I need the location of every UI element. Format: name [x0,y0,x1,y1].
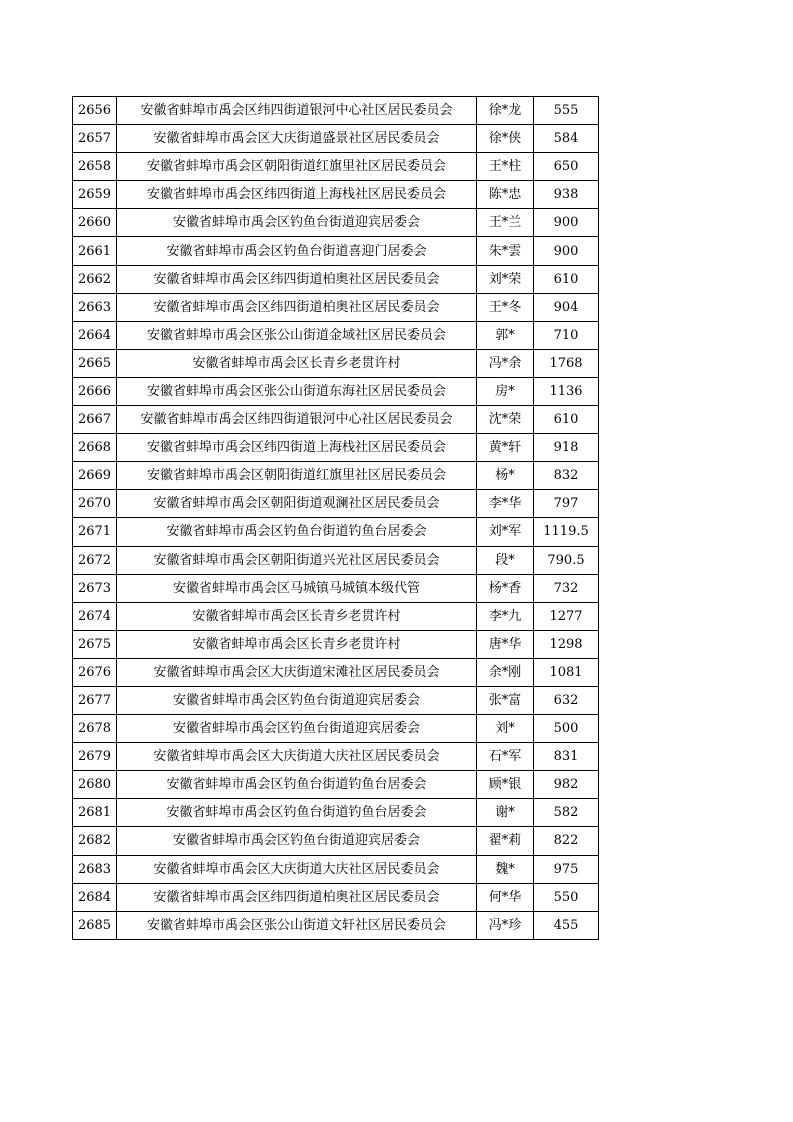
records-table-body [73,97,599,940]
amount-cell: 832 [534,462,599,490]
address-cell: 安徽省蚌埠市禹会区纬四街道柏奥社区居民委员会 [117,883,477,911]
name-cell: 沈*荣 [477,406,534,434]
row-number-cell: 2665 [73,349,117,377]
amount-cell: 1298 [534,630,599,658]
row-number-cell: 2676 [73,658,117,686]
row-number-cell: 2677 [73,686,117,714]
amount-cell: 831 [534,743,599,771]
name-cell: 魏* [477,855,534,883]
row-number-cell: 2684 [73,883,117,911]
table-row [73,911,599,939]
amount-cell: 982 [534,771,599,799]
amount-cell: 584 [534,125,599,153]
address-cell: 安徽省蚌埠市禹会区长青乡老贯许村 [117,349,477,377]
amount-cell: 790.5 [534,546,599,574]
row-number-cell: 2682 [73,827,117,855]
row-number-cell: 2685 [73,911,117,939]
address-cell: 安徽省蚌埠市禹会区大庆街道宋滩社区居民委员会 [117,658,477,686]
address-cell: 安徽省蚌埠市禹会区钓鱼台街道喜迎门居委会 [117,237,477,265]
name-cell: 郭* [477,321,534,349]
amount-cell: 632 [534,686,599,714]
table-row [73,125,599,153]
amount-cell: 797 [534,490,599,518]
name-cell: 余*刚 [477,658,534,686]
table-row [73,209,599,237]
table-row [73,715,599,743]
name-cell: 刘*荣 [477,265,534,293]
name-cell: 段* [477,546,534,574]
row-number-cell: 2680 [73,771,117,799]
row-number-cell: 2671 [73,518,117,546]
address-cell: 安徽省蚌埠市禹会区朝阳街道红旗里社区居民委员会 [117,153,477,181]
amount-cell: 455 [534,911,599,939]
row-number-cell: 2660 [73,209,117,237]
row-number-cell: 2675 [73,630,117,658]
table-row [73,546,599,574]
address-cell: 安徽省蚌埠市禹会区纬四街道银河中心社区居民委员会 [117,406,477,434]
row-number-cell: 2664 [73,321,117,349]
row-number-cell: 2678 [73,715,117,743]
name-cell: 冯*余 [477,349,534,377]
name-cell: 李*华 [477,490,534,518]
name-cell: 徐*侠 [477,125,534,153]
address-cell: 安徽省蚌埠市禹会区张公山街道东海社区居民委员会 [117,377,477,405]
amount-cell: 822 [534,827,599,855]
address-cell: 安徽省蚌埠市禹会区马城镇马城镇本级代管 [117,574,477,602]
row-number-cell: 2656 [73,97,117,125]
amount-cell: 610 [534,265,599,293]
amount-cell: 710 [534,321,599,349]
amount-cell: 1277 [534,602,599,630]
table-row [73,630,599,658]
amount-cell: 732 [534,574,599,602]
table-row [73,827,599,855]
address-cell: 安徽省蚌埠市禹会区朝阳街道红旗里社区居民委员会 [117,462,477,490]
name-cell: 王*冬 [477,293,534,321]
amount-cell: 1768 [534,349,599,377]
address-cell: 安徽省蚌埠市禹会区钓鱼台街道迎宾居委会 [117,827,477,855]
table-row [73,406,599,434]
table-row [73,434,599,462]
table-row [73,153,599,181]
table-row [73,377,599,405]
name-cell: 石*军 [477,743,534,771]
row-number-cell: 2670 [73,490,117,518]
address-cell: 安徽省蚌埠市禹会区张公山街道文轩社区居民委员会 [117,911,477,939]
name-cell: 顾*银 [477,771,534,799]
name-cell: 陈*忠 [477,181,534,209]
address-cell: 安徽省蚌埠市禹会区纬四街道柏奥社区居民委员会 [117,293,477,321]
name-cell: 李*九 [477,602,534,630]
table-row [73,518,599,546]
row-number-cell: 2658 [73,153,117,181]
amount-cell: 550 [534,883,599,911]
amount-cell: 1136 [534,377,599,405]
table-row [73,181,599,209]
address-cell: 安徽省蚌埠市禹会区钓鱼台街道钓鱼台居委会 [117,771,477,799]
name-cell: 翟*莉 [477,827,534,855]
row-number-cell: 2661 [73,237,117,265]
amount-cell: 555 [534,97,599,125]
amount-cell: 582 [534,799,599,827]
address-cell: 安徽省蚌埠市禹会区钓鱼台街道迎宾居委会 [117,715,477,743]
amount-cell: 938 [534,181,599,209]
name-cell: 黄*轩 [477,434,534,462]
table-row [73,265,599,293]
amount-cell: 1119.5 [534,518,599,546]
amount-cell: 904 [534,293,599,321]
table-row [73,883,599,911]
name-cell: 谢* [477,799,534,827]
address-cell: 安徽省蚌埠市禹会区钓鱼台街道钓鱼台居委会 [117,799,477,827]
address-cell: 安徽省蚌埠市禹会区纬四街道上海栈社区居民委员会 [117,434,477,462]
table-row [73,349,599,377]
row-number-cell: 2683 [73,855,117,883]
amount-cell: 900 [534,237,599,265]
table-row [73,97,599,125]
name-cell: 冯*珍 [477,911,534,939]
address-cell: 安徽省蚌埠市禹会区大庆街道大庆社区居民委员会 [117,855,477,883]
name-cell: 张*富 [477,686,534,714]
row-number-cell: 2663 [73,293,117,321]
amount-cell: 1081 [534,658,599,686]
table-row [73,321,599,349]
name-cell: 王*兰 [477,209,534,237]
address-cell: 安徽省蚌埠市禹会区纬四街道上海栈社区居民委员会 [117,181,477,209]
address-cell: 安徽省蚌埠市禹会区朝阳街道兴光社区居民委员会 [117,546,477,574]
row-number-cell: 2674 [73,602,117,630]
table-row [73,293,599,321]
row-number-cell: 2679 [73,743,117,771]
address-cell: 安徽省蚌埠市禹会区钓鱼台街道迎宾居委会 [117,686,477,714]
row-number-cell: 2672 [73,546,117,574]
table-row [73,686,599,714]
row-number-cell: 2668 [73,434,117,462]
amount-cell: 900 [534,209,599,237]
table-row [73,490,599,518]
amount-cell: 610 [534,406,599,434]
row-number-cell: 2681 [73,799,117,827]
name-cell: 朱*雲 [477,237,534,265]
address-cell: 安徽省蚌埠市禹会区大庆街道盛景社区居民委员会 [117,125,477,153]
name-cell: 杨* [477,462,534,490]
address-cell: 安徽省蚌埠市禹会区长青乡老贯许村 [117,630,477,658]
table-row [73,574,599,602]
name-cell: 刘*军 [477,518,534,546]
row-number-cell: 2662 [73,265,117,293]
name-cell: 刘* [477,715,534,743]
name-cell: 王*柱 [477,153,534,181]
records-table [72,96,599,940]
table-row [73,771,599,799]
row-number-cell: 2669 [73,462,117,490]
address-cell: 安徽省蚌埠市禹会区长青乡老贯许村 [117,602,477,630]
address-cell: 安徽省蚌埠市禹会区大庆街道大庆社区居民委员会 [117,743,477,771]
address-cell: 安徽省蚌埠市禹会区钓鱼台街道钓鱼台居委会 [117,518,477,546]
table-row [73,462,599,490]
name-cell: 杨*香 [477,574,534,602]
table-row [73,855,599,883]
table-row [73,658,599,686]
name-cell: 唐*华 [477,630,534,658]
row-number-cell: 2657 [73,125,117,153]
table-row [73,602,599,630]
address-cell: 安徽省蚌埠市禹会区张公山街道金域社区居民委员会 [117,321,477,349]
row-number-cell: 2666 [73,377,117,405]
table-row [73,237,599,265]
row-number-cell: 2667 [73,406,117,434]
address-cell: 安徽省蚌埠市禹会区纬四街道银河中心社区居民委员会 [117,97,477,125]
row-number-cell: 2659 [73,181,117,209]
address-cell: 安徽省蚌埠市禹会区朝阳街道观澜社区居民委员会 [117,490,477,518]
name-cell: 房* [477,377,534,405]
row-number-cell: 2673 [73,574,117,602]
address-cell: 安徽省蚌埠市禹会区钓鱼台街道迎宾居委会 [117,209,477,237]
amount-cell: 918 [534,434,599,462]
name-cell: 何*华 [477,883,534,911]
amount-cell: 500 [534,715,599,743]
amount-cell: 975 [534,855,599,883]
address-cell: 安徽省蚌埠市禹会区纬四街道柏奥社区居民委员会 [117,265,477,293]
name-cell: 徐*龙 [477,97,534,125]
table-row [73,799,599,827]
amount-cell: 650 [534,153,599,181]
table-row [73,743,599,771]
